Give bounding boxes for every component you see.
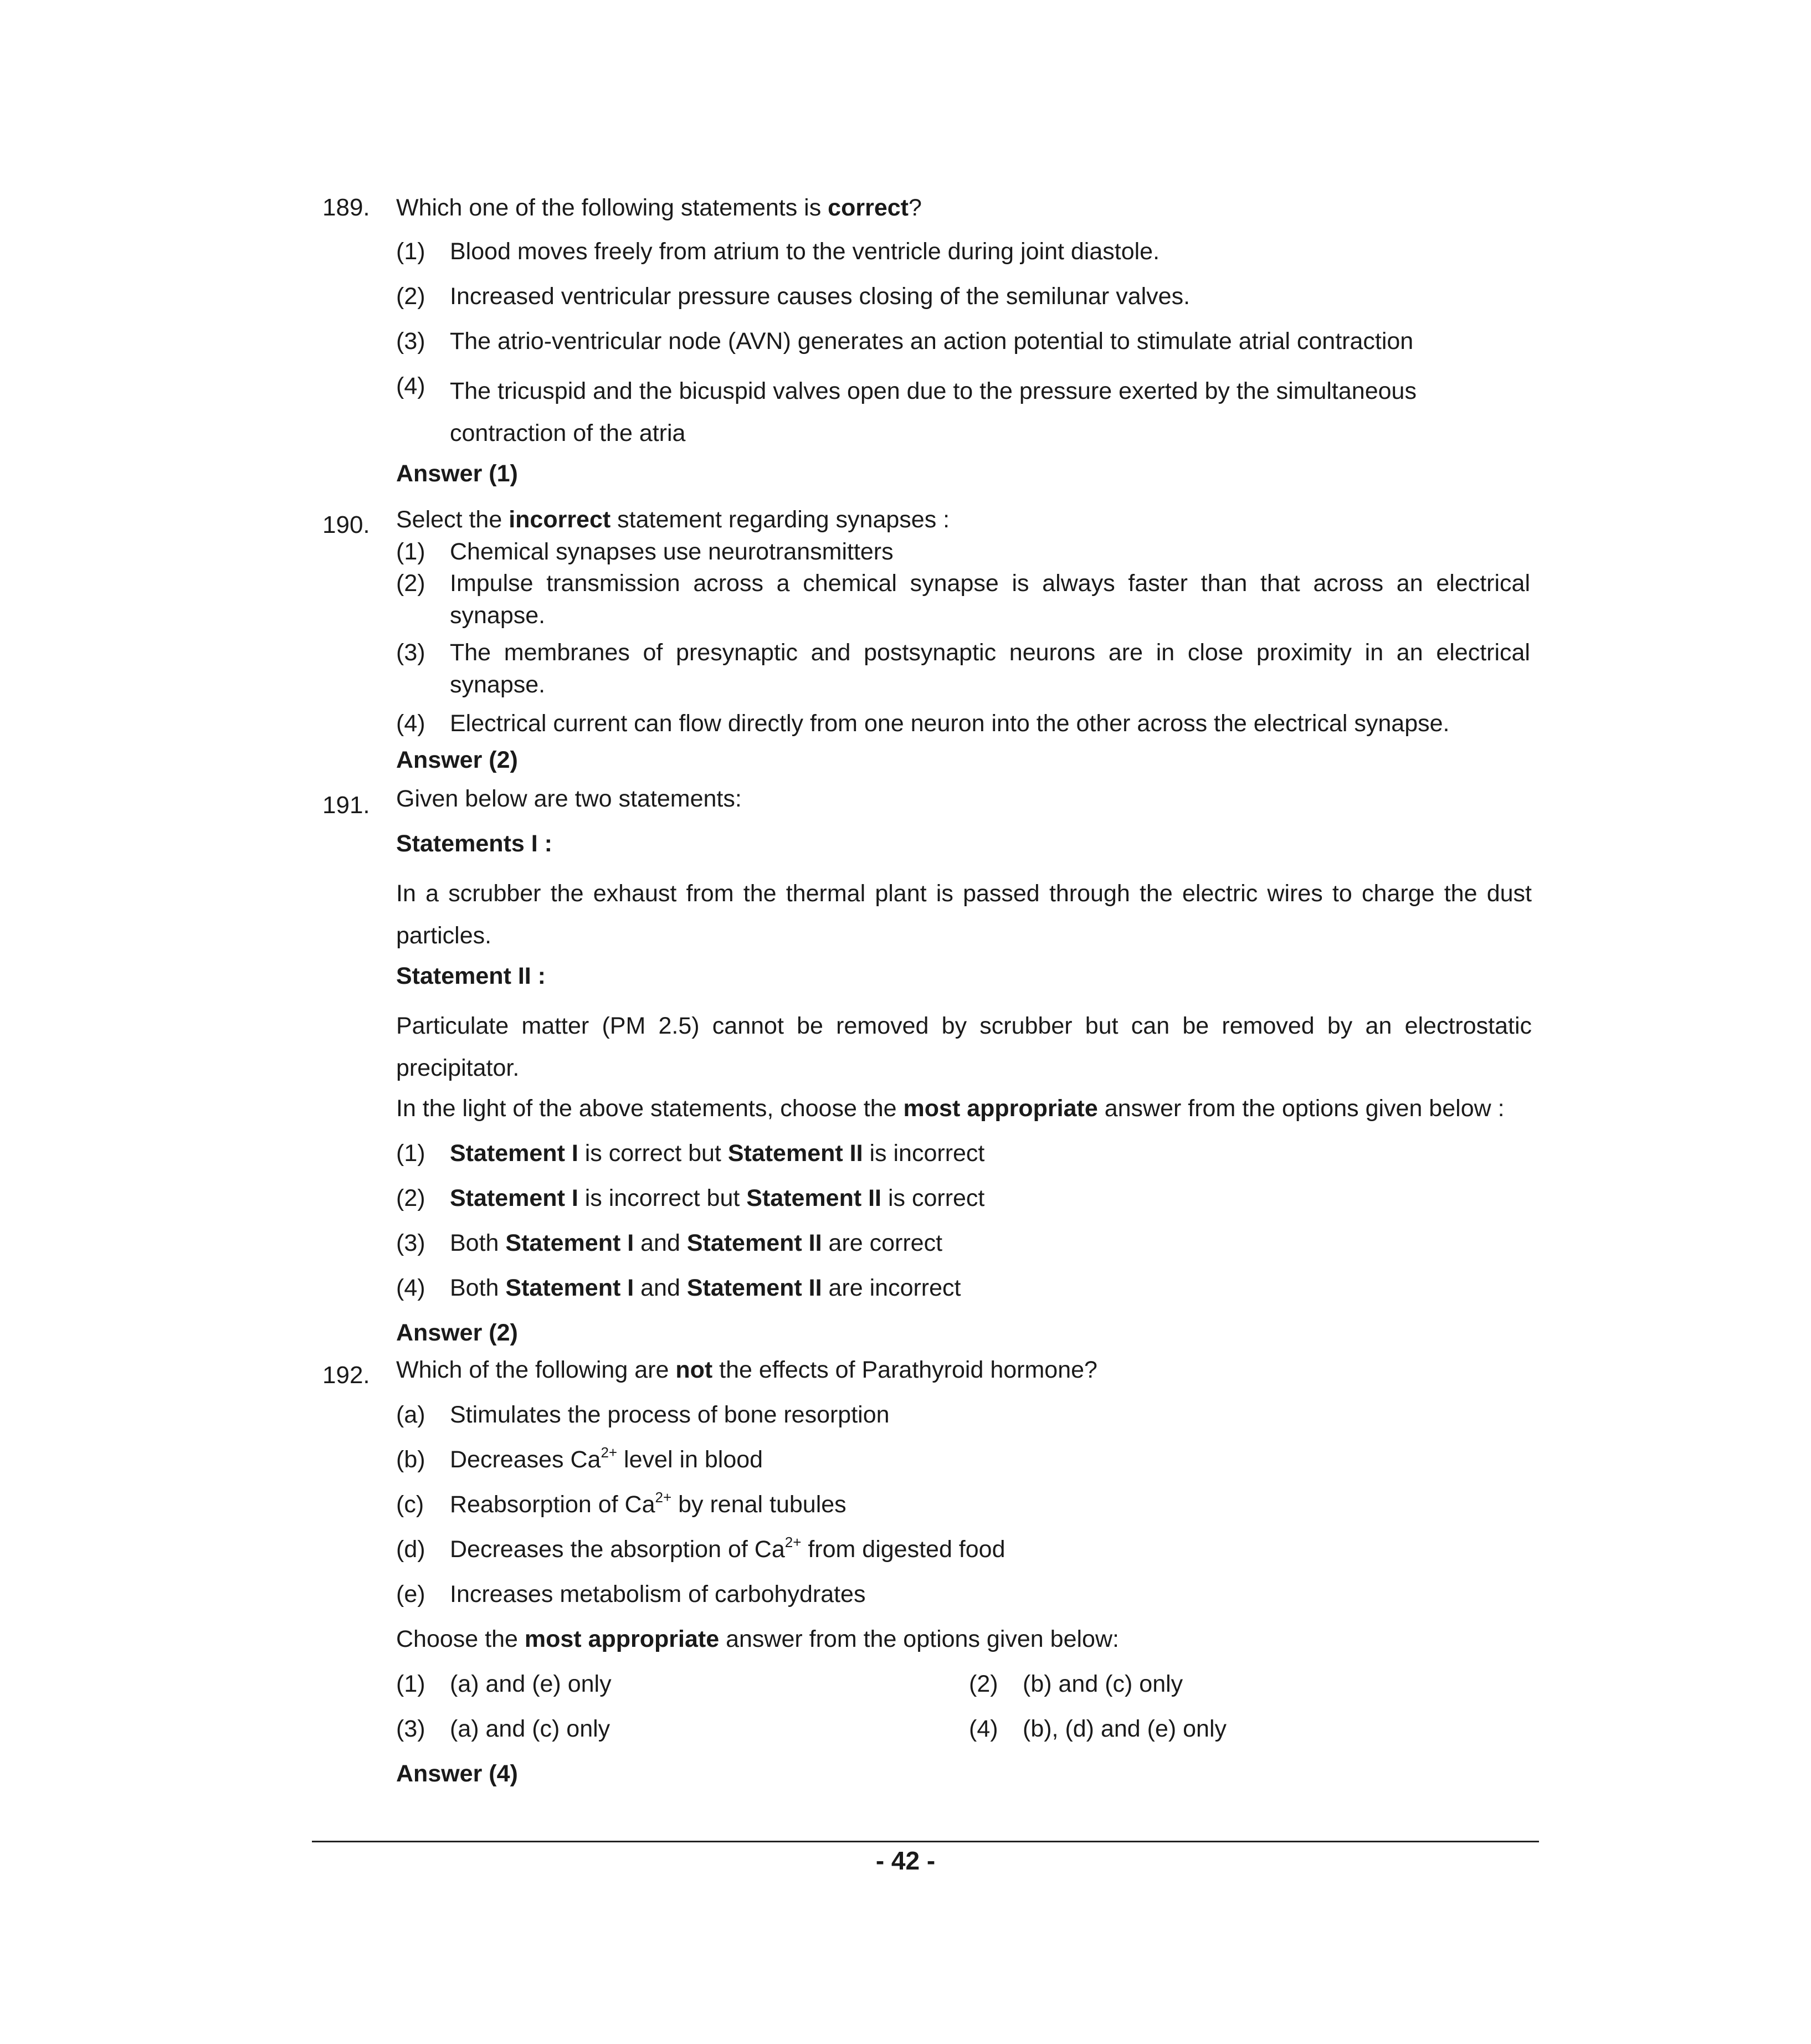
answer: Answer (1) bbox=[396, 460, 518, 487]
answer: Answer (2) bbox=[396, 1319, 518, 1346]
page-number: - 42 - bbox=[875, 1846, 936, 1875]
statement-1-text: In a scrubber the exhaust from the thermal plant is passed through the electric wires to charge the dust particles. bbox=[396, 880, 1532, 949]
statement-2-text: Particulate matter (PM 2.5) cannot be removed by scrubber but can be removed by an electrostatic precipitator. bbox=[396, 1013, 1532, 1081]
answer: Answer (4) bbox=[396, 1760, 518, 1787]
question-number: 192. bbox=[322, 1362, 370, 1389]
answer: Answer (2) bbox=[396, 747, 518, 773]
question-stem: Given below are two statements: bbox=[396, 785, 742, 812]
question-stem: Which of the following are not the effects of Parathyroid hormone? bbox=[396, 1357, 1097, 1383]
instruction: Choose the most appropriate answer from the options given below: bbox=[396, 1626, 1119, 1652]
footer-divider bbox=[312, 1841, 1539, 1842]
question-number: 191. bbox=[322, 792, 370, 819]
statement-2-label: Statement II : bbox=[396, 963, 546, 989]
question-stem: Select the incorrect statement regarding synapses : bbox=[396, 506, 950, 533]
statement-1-label: Statements I : bbox=[396, 830, 552, 857]
question-stem: Which one of the following statements is correct? bbox=[396, 194, 922, 221]
question-number: 190. bbox=[322, 511, 370, 538]
question-number: 189. bbox=[322, 194, 370, 221]
instruction: In the light of the above statements, choose the most appropriate answer from the options given below : bbox=[396, 1095, 1505, 1122]
document-page: 189. Which one of the following statements is correct? (1) Blood moves freely from atrium to the ventricle during joint diastole. (2) Increased ventricular pressure causes closing of the semilunar valves. (3) The atrio-ventricular node (AVN) generates an action potential to stimulate atrial contraction (4) The tricuspid and the bicuspid valves open due to the pressure exerted by the simultaneous contraction of the atria Answer (1) 190. Select the incorrect statement regarding synapses : (1) Chemical synapses use neurotransmitters (2) Impulse transmission across a chemical synapse is always faster than that across an electrical synapse. (3) The membranes of presynaptic and postsynaptic neurons are in close proximity in an electrical synapse. (4) Electrical current can flow directly from one neuron into the other across the electrical synapse. Answer (2) 191. Given below are two statements: Statements I : In a scrubber the exhaust from the thermal plant is passed through the electric wires to charge the dust particles. Statement II : Particulate matter (PM 2.5) cannot be removed by scrubber but can be removed by an electrostatic precipitator. In the light of the above statements, choose the most appropriate answer from the options given below : (1) Statement I is correct but Statement II is incorrect (2) Statement I is incorrect but Statement II is correct (3) Both Statement I and Statement II are correct (4) Both Statement I and Statement II are incorrect Answer (2) 192. Which of the following are not the effects of Parathyroid hormone? (a) Stimulates the process of bone resorption (b) Decreases $Ca^{2+}$ level in blood (c) Reabsorption of $Ca^{2+}$ by renal tubules (d) Decreases the absorption of $Ca^{2+}$ from digested food (e) Increases metabolism of carbohydrates Choose the most appropriate answer from the options given below: (1) (a) and (e) only (2) (b) and (c) only (3) (a) and (c) only (4) (b), (d) and (e) only Answer (4) - 42 - bbox=[0, 0, 1811, 2044]
